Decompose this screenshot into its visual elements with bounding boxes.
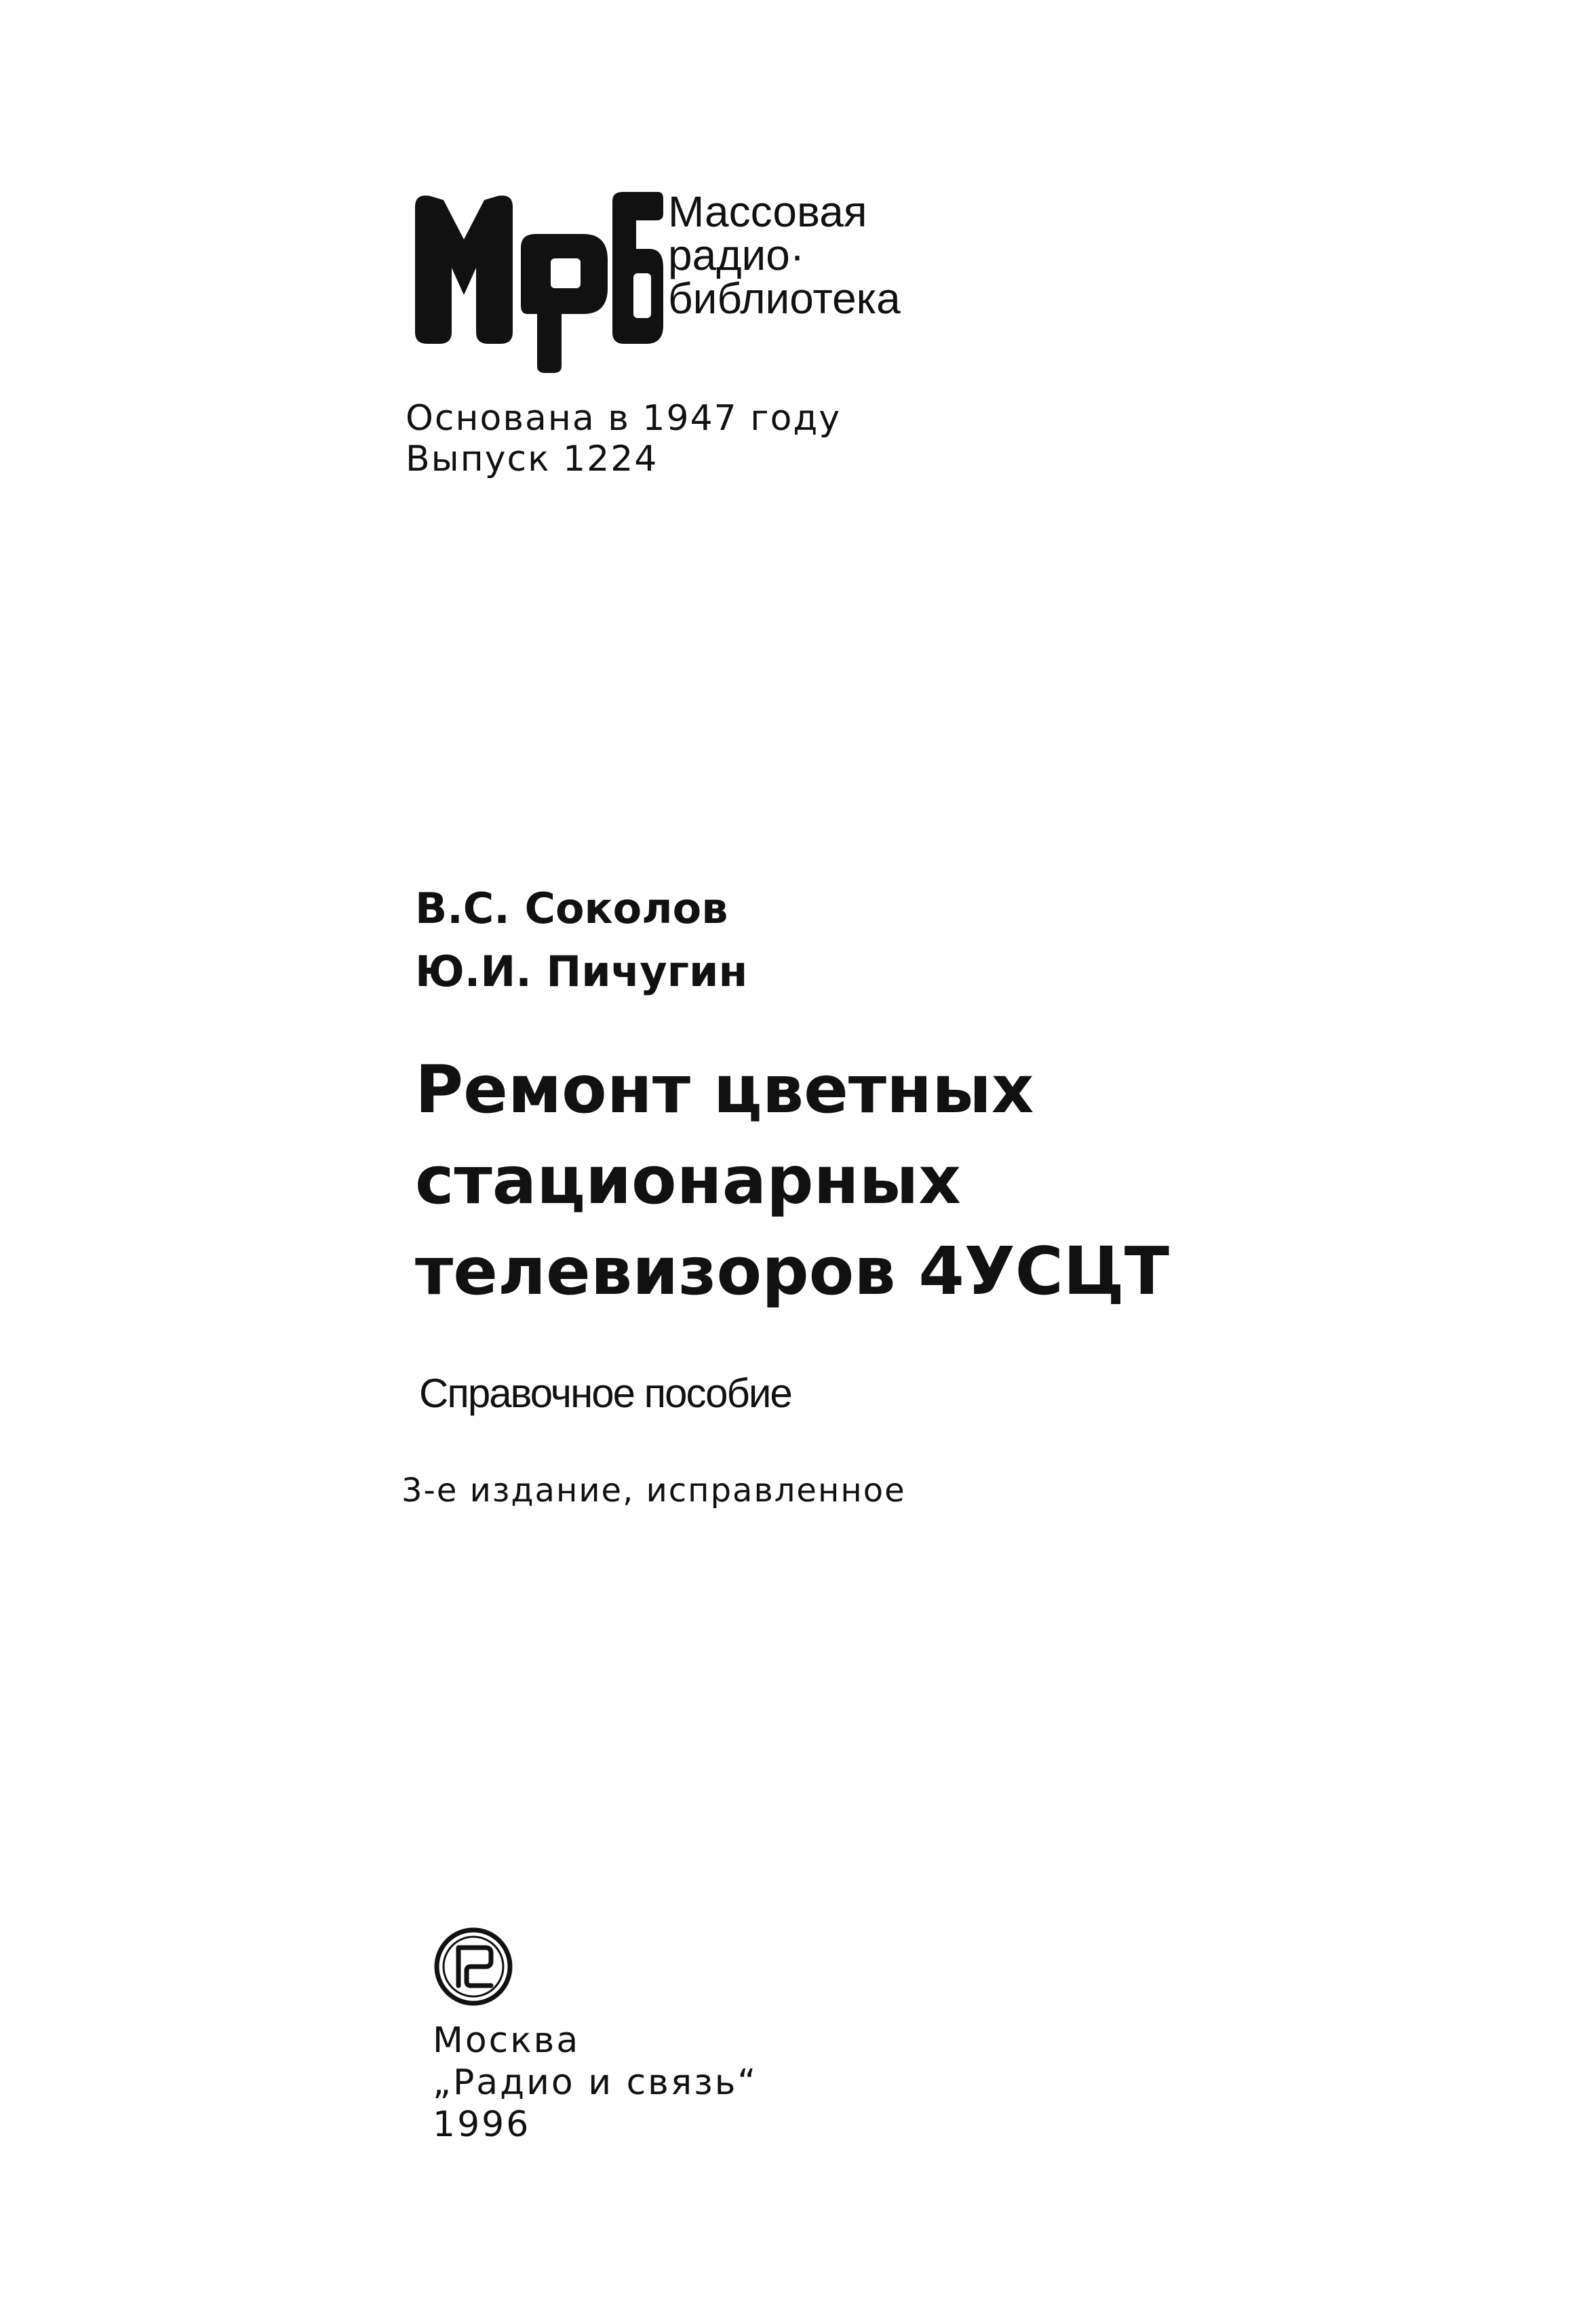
- series-name-line: Массовая: [668, 187, 867, 236]
- mrb-logo-icon: [406, 186, 663, 373]
- book-title-line: телевизоров 4УСЦТ: [415, 1233, 1170, 1309]
- book-subtitle: Справочное пособие: [419, 1371, 791, 1416]
- author-name: В.С. Соколов: [415, 884, 728, 933]
- book-title-line: стационарных: [415, 1142, 961, 1219]
- book-title-line: Ремонт цветных: [415, 1051, 1034, 1128]
- publication-year: 1996: [433, 2104, 531, 2145]
- series-name-line: радио·: [668, 231, 805, 279]
- series-name-line: библиотека: [668, 274, 901, 323]
- radio-i-svyaz-logo-icon: [433, 1926, 514, 2007]
- imprint: [433, 2020, 758, 2146]
- founded-year: Основана в 1947 году: [406, 398, 842, 439]
- series-name: [668, 187, 901, 323]
- book-title: [415, 1044, 1169, 1317]
- publisher-city: Москва: [433, 2020, 581, 2061]
- publisher-name: „Радио и связь“: [433, 2062, 758, 2103]
- author-name: Ю.И. Пичугин: [415, 947, 748, 996]
- issue-number: Выпуск 1224: [406, 439, 659, 479]
- edition-note: 3-е издание, исправленное: [401, 1472, 906, 1510]
